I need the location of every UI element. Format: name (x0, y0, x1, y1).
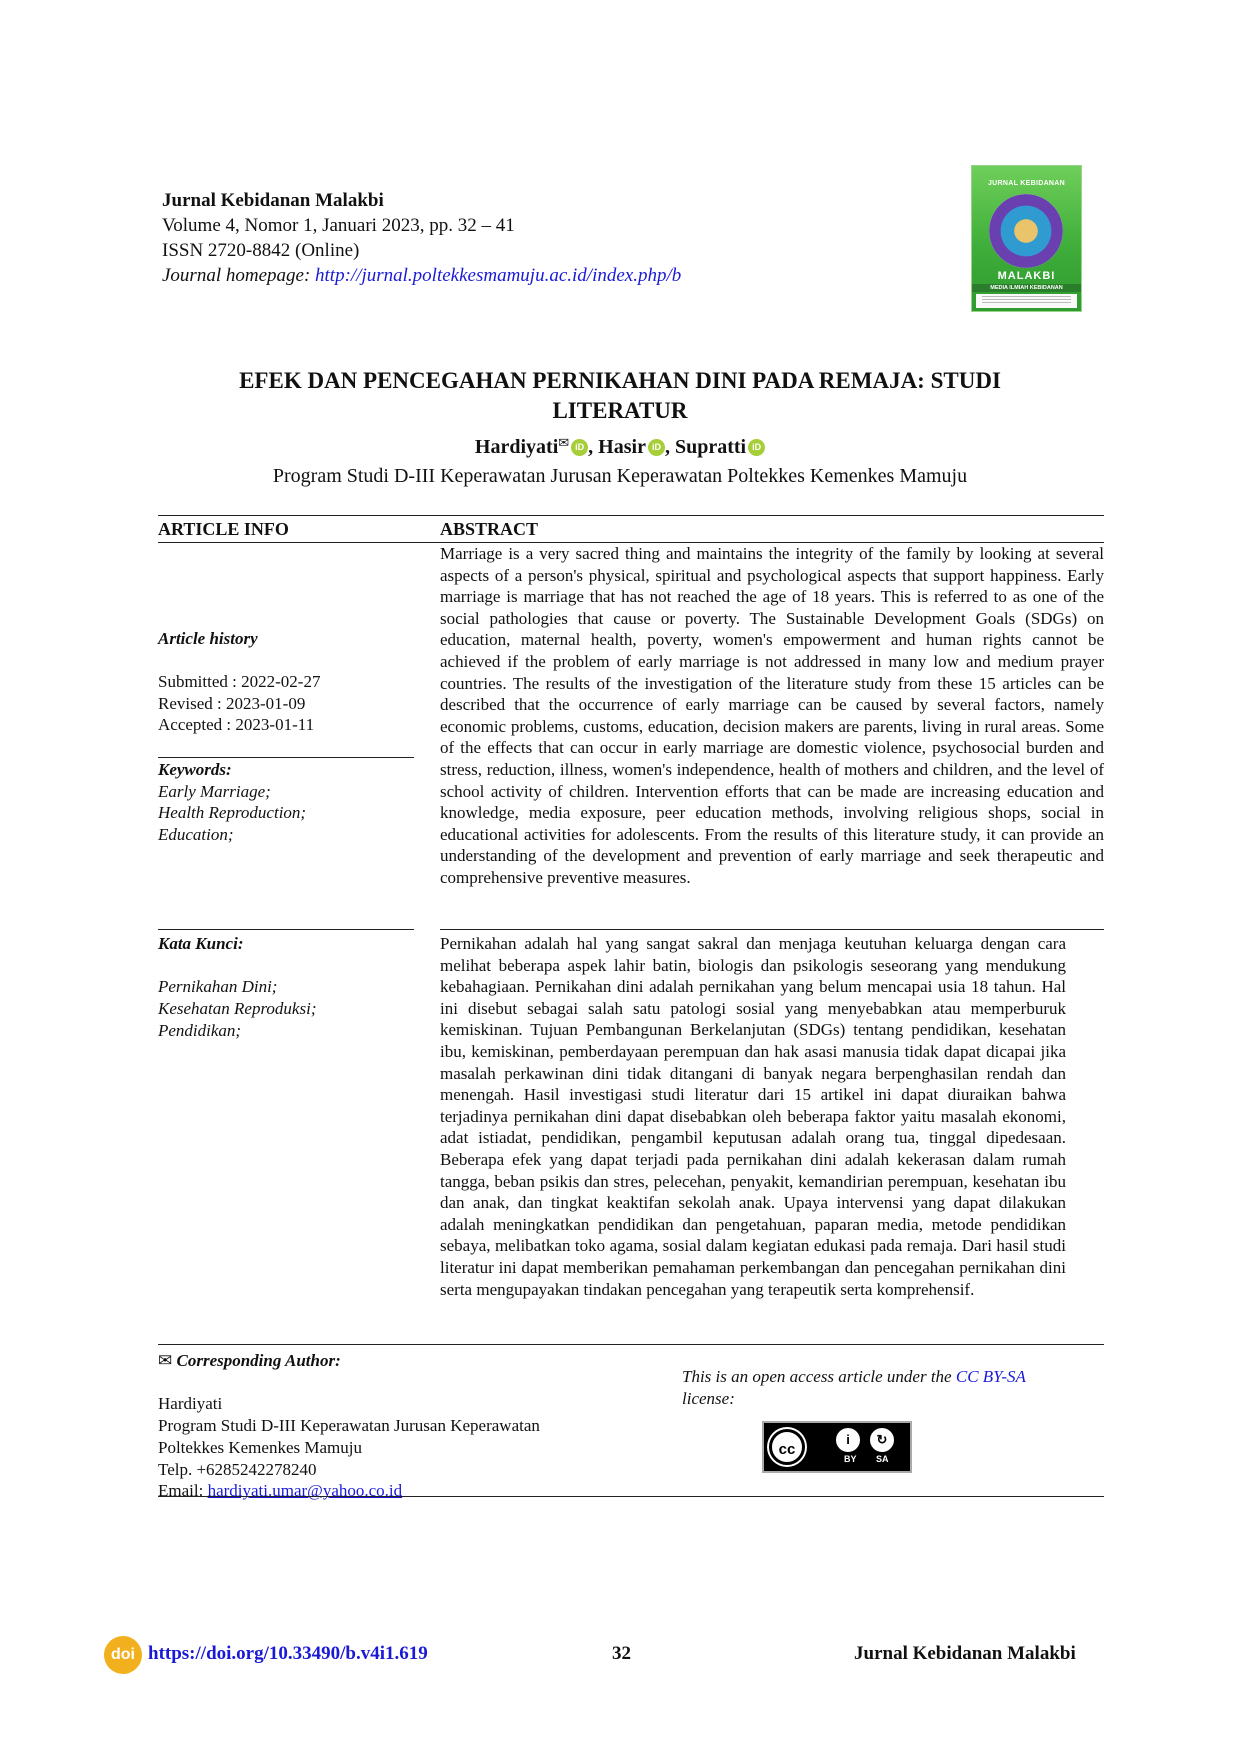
title-line-1: EFEK DAN PENCEGAHAN PERNIKAHAN DINI PADA REMAJA: STUDI (239, 368, 1001, 393)
column-divider (158, 757, 414, 758)
article-title (162, 366, 1078, 426)
cc-icon: cc (769, 1429, 805, 1465)
corresponding-affiliation-2: Poltekkes Kemenkes Mamuju (158, 1437, 362, 1457)
submitted-date: Submitted : 2022-02-27 (158, 672, 321, 691)
affiliation: Program Studi D-III Keperawatan Jurusan Keperawatan Poltekkes Kemenkes Mamuju (272, 465, 968, 487)
email-label: Email: (158, 1481, 208, 1501)
corresponding-label-row (158, 1350, 540, 1372)
column-divider (158, 929, 414, 930)
email-link[interactable]: hardiyati.umar@yahoo.co.id (207, 1481, 403, 1501)
cover-brand: MALAKBI (997, 270, 1056, 282)
cc-license-link[interactable]: CC BY-SA (955, 1367, 1026, 1386)
cover-logo-icon (989, 194, 1063, 268)
keywords-block (158, 759, 306, 846)
spacer (158, 955, 316, 977)
article-info-heading: ARTICLE INFO (158, 519, 289, 539)
homepage-line (162, 263, 681, 288)
title-line-2: LITERATUR (552, 398, 688, 423)
doi-icon: doi (104, 1636, 142, 1674)
badge-sa-label: SA (876, 1454, 889, 1464)
corresponding-phone: Telp. +6285242278240 (158, 1459, 317, 1479)
corresponding-label: Corresponding Author: (176, 1351, 341, 1370)
author-name: Hasir (598, 436, 646, 458)
corresponding-email-row (158, 1480, 540, 1502)
page-number: 32 (612, 1643, 631, 1664)
sa-share-icon: ↻ (870, 1428, 894, 1452)
orcid-icon[interactable]: iD (748, 439, 765, 456)
kata-kunci-block (158, 933, 316, 1042)
cover-top-text: JURNAL KEBIDANAN (987, 180, 1065, 187)
spacer (158, 1372, 540, 1394)
journal-name: Jurnal Kebidanan Malakbi (162, 190, 384, 211)
author-name: Supratti (674, 436, 747, 458)
author-list (162, 435, 1078, 459)
revised-date: Revised : 2023-01-09 (158, 693, 306, 713)
author-name: Hardiyati (474, 436, 559, 458)
abstract-english: Marriage is a very sacred thing and maintains the integrity of the family by looking at several aspects of a person's physical, spiritual and psychological aspects that support happiness. Early marriage is marriage that has not reached the age of 18 years. This is referred to as one of the social pathologies that cause or poverty. The Sustainable Development Goals (SDGs) on education, maternal health, poverty, women's empowerment and human rights cannot be achieved if the problem of early marriage is not addressed in many low and medium prayer countries. The results of the investigation of the literature study from these 15 articles can be described that the occurrence of early marriage can be caused by several factors, namely economic problems, customs, education, decision makers are parents, living in rural areas. Some of the effects that can occur in early marriage are domestic violence, psychosocial burden and stress, reduction, illness, women's independence, health of mothers and children, and the level of school activity of children. Intervention efforts that can be made are increasing education and knowledge, media exposure, peer education methods, involving religious shops, social in educational activities for adolescents. From the results of this literature study, it can provide an understanding of the development and prevention of early marriage and seek therapeutic and comprehensive preventive measures. (440, 544, 1104, 887)
journal-header (162, 188, 681, 288)
dates-block (158, 671, 320, 736)
envelope-icon: ✉ (158, 1351, 177, 1370)
corresponding-name: Hardiyati (158, 1394, 223, 1414)
cover-subtitle: MEDIA ILMIAH KEBIDANAN (972, 284, 1081, 292)
kata-kunci-label: Kata Kunci: (158, 934, 244, 953)
by-person-icon: i (836, 1428, 860, 1452)
homepage-link[interactable]: http://jurnal.poltekkesmamuju.ac.id/index.php/b (315, 265, 682, 286)
doi-link[interactable]: https://doi.org/10.33490/b.v4i1.619 (148, 1643, 428, 1664)
author-separator: , (588, 436, 599, 458)
keyword: Health Reproduction; (158, 803, 307, 823)
abstract-divider (440, 929, 1104, 930)
kata-kunci-item: Pendidikan; (158, 1020, 242, 1040)
volume-line: Volume 4, Nomor 1, Januari 2023, pp. 32 – 41 (162, 215, 515, 236)
homepage-label: Journal homepage: (162, 265, 316, 286)
cover-footer-lines (976, 294, 1077, 308)
orcid-icon[interactable]: iD (571, 439, 588, 456)
keyword: Early Marriage; (158, 781, 271, 801)
section-divider (158, 1496, 1104, 1497)
license-line-1 (682, 1366, 1026, 1388)
license-text-after: license: (682, 1388, 735, 1408)
section-divider (158, 515, 1104, 516)
accepted-date: Accepted : 2023-01-11 (158, 715, 315, 735)
journal-cover-image (972, 166, 1081, 311)
kata-kunci-item: Kesehatan Reproduksi; (158, 999, 317, 1019)
badge-by-label: BY (844, 1454, 857, 1464)
abstract-heading: ABSTRACT (440, 519, 539, 539)
cc-by-sa-badge[interactable] (762, 1421, 912, 1473)
keyword: Education; (158, 825, 234, 845)
keywords-label: Keywords: (158, 760, 232, 779)
author-separator: , (664, 436, 675, 458)
corresponding-affiliation-1: Program Studi D-III Keperawatan Jurusan Keperawatan (158, 1416, 540, 1436)
section-divider (158, 1344, 1104, 1345)
envelope-icon: ✉ (558, 435, 570, 450)
corresponding-author-block (158, 1350, 540, 1502)
abstract-indonesian: Pernikahan adalah hal yang sangat sakral dan menjaga keutuhan keluarga dengan cara melihat beberapa aspek lahir batin, biologis dan psikologis seseorang yang mendukung kebahagiaan. Pernikahan dini adalah pernikahan yang belum mencapai usia 18 tahun. Hal ini disebut sebagai salah satu patologi sosial yang menyebabkan atau memperburuk kemiskinan. Tujuan Pembangunan Berkelanjutan (SDGs) tentang pendidikan, kesehatan ibu, kemiskinan, pemberdayaan perempuan dan hak asasi manusia tidak dapat dicapai jika masalah perkawinan dini tidak ditangani di banyak negara berpenghasilan rendah dan menengah. Hasil investigasi studi literatur dari 15 artikel ini dapat diuraikan bahwa terjadinya pernikahan dini dapat disebabkan oleh beberapa faktor yaitu masalah ekonomi, adat istiadat, pendidikan, pengambil keputusan adalah orang tua, tinggal dipedesaan. Beberapa efek yang dapat terjadi pada pernikahan dini adalah kekerasan dalam rumah tangga, beban psikis dan stres, pelecehan, penyakit, kemandirian perempuan, kesehatan ibu dan anak, dan tingkat keaktifan sekolah anak. Upaya intervensi yang dapat dilakukan adalah meningkatkan pendidikan dan pengetahuan, paparan media, metode pendidikan sebaya, melibatkan toko agama, sosial dalam kegiatan edukasi pada remaja. Dari hasil studi literatur ini dapat memberikan pemahaman perkembangan dan pencegahan pernikahan dini serta mengupayakan tindakan pencegahan yang terapeutik serta komprehensif. (440, 934, 1066, 1299)
license-text (682, 1366, 1026, 1409)
footer-journal-name: Jurnal Kebidanan Malakbi (854, 1643, 1076, 1664)
kata-kunci-item: Pernikahan Dini; (158, 977, 278, 997)
license-text-before: This is an open access article under the (682, 1367, 956, 1386)
orcid-icon[interactable]: iD (648, 439, 665, 456)
issn-line: ISSN 2720-8842 (Online) (162, 240, 360, 261)
article-history-label: Article history (158, 629, 258, 648)
